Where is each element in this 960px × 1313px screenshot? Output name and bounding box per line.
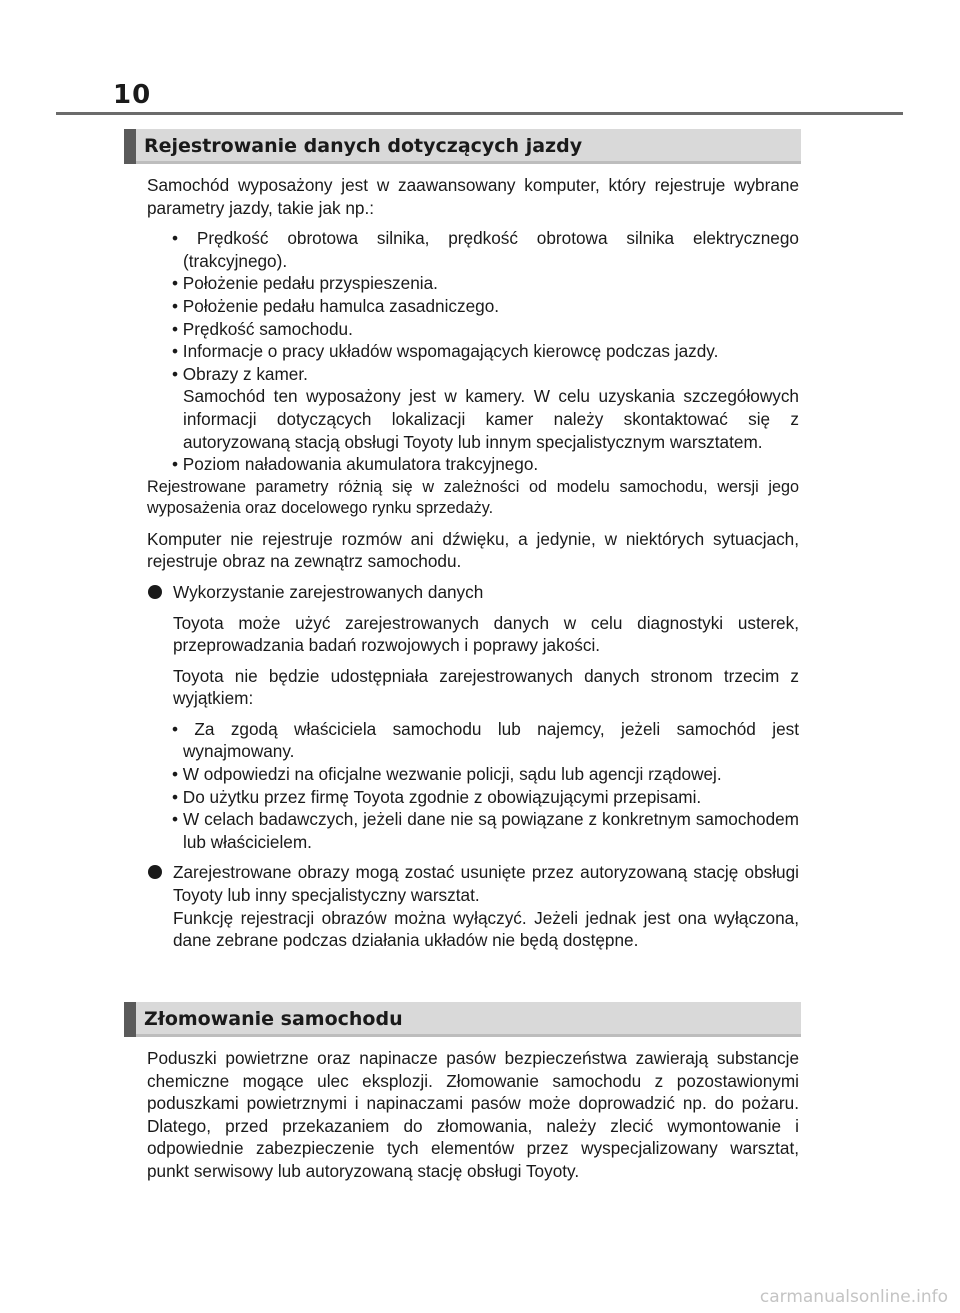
list-item: • Poziom naładowania akumulatora trakcyjnego.	[172, 454, 539, 475]
images-paragraph: Funkcję rejestracji obrazów można wyłączyć. Jeżeli jednak jest ona wyłączona, dane zebrane podczas działania układów nie będą dostępne.	[173, 907, 799, 951]
watermark: carmanualsonline.info	[759, 1287, 948, 1307]
camera-note: Samochód ten wyposażony jest w kamery. W celu uzyskania szczegółowych informacji dotyczących lokalizacji kamer należy skontaktować się z autoryzowaną stacją obsługi Toyoty lub innym specjalistycznym warsztatem.	[183, 386, 799, 452]
section-title: Złomowanie samochodu	[144, 1008, 403, 1030]
list-item: • Położenie pedału hamulca zasadniczego.	[172, 295, 500, 316]
page-number: 10	[113, 80, 152, 110]
images-label: Zarejestrowane obrazy mogą zostać usunięte przez autoryzowaną stację obsługi Toyoty lub inny specjalistyczny warsztat.	[173, 862, 799, 906]
list-item: • W odpowiedzi na oficjalne wezwanie policji, sądu lub agencji rządowej.	[172, 764, 722, 785]
bullet-dot-icon	[148, 585, 162, 599]
heading-shade	[136, 1034, 801, 1037]
list-item: • Położenie pedału przyspieszenia.	[172, 273, 438, 294]
section-heading-recording	[124, 129, 801, 164]
images-heading	[147, 861, 799, 906]
section-heading-scrapping	[124, 1002, 801, 1037]
list-item: • Obrazy z kamer.	[172, 363, 308, 384]
list-item: • Do użytku przez firmę Toyota zgodnie z obowiązującymi przepisami.	[172, 786, 702, 807]
list-item: • Prędkość obrotowa silnika, prędkość obrotowa silnika elektrycznego (trakcyjnego).	[172, 228, 799, 271]
heading-shade	[136, 161, 801, 164]
list-item: • Informacje o pracy układów wspomagających kierowcę podczas jazdy.	[172, 341, 719, 362]
recorded-params-list	[147, 227, 799, 476]
usage-heading	[147, 581, 799, 604]
usage-paragraph-1: Toyota może użyć zarejestrowanych danych w celu diagnostyki usterek, przeprowadzania badań rozwojowych i poprawy jakości.	[173, 612, 799, 656]
note-paragraph: Rejestrowane parametry różnią się w zależności od modelu samochodu, wersji jego wyposażenia oraz docelowego rynku sprzedaży.	[147, 477, 799, 518]
section-body-recording	[147, 174, 799, 960]
bullet-dot-icon	[148, 865, 162, 879]
section-title: Rejestrowanie danych dotyczących jazdy	[144, 135, 583, 157]
intro-paragraph: Samochód wyposażony jest w zaawansowany komputer, który rejestruje wybrane parametry jazdy, takie jak np.:	[147, 175, 799, 218]
list-item: • Prędkość samochodu.	[172, 318, 353, 339]
header-rule	[56, 112, 903, 115]
usage-paragraph-2: Toyota nie będzie udostępniała zarejestrowanych danych stronom trzecim z wyjątkiem:	[173, 665, 799, 709]
list-item: • W celach badawczych, jeżeli dane nie są powiązane z konkretnym samochodem lub właścicielem.	[172, 809, 799, 852]
scrapping-paragraph: Poduszki powietrzne oraz napinacze pasów bezpieczeństwa zawierają substancje chemiczne mogące ulec eksplozji. Złomowanie samochodu z pozostawionymi poduszkami powietrznymi i napinaczami pasów może doprowadzić np. do pożaru. Dlatego, przed przekazaniem do złomowania, należy zlecić wymontowanie i odpowiednie zabezpieczenie tych elementów przez wyspecjalizowany warsztat, punkt serwisowy lub autoryzowaną stację obsługi Toyoty.	[147, 1048, 799, 1181]
list-item: • Za zgodą właściciela samochodu lub najemcy, jeżeli samochód jest wynajmowany.	[172, 718, 799, 762]
audio-paragraph: Komputer nie rejestruje rozmów ani dźwięku, a jedynie, w niektórych sytuacjach, rejestruje obraz na zewnątrz samochodu.	[147, 528, 799, 572]
usage-label: Wykorzystanie zarejestrowanych danych	[173, 581, 484, 602]
section-body-scrapping	[147, 1047, 799, 1191]
exceptions-list	[147, 718, 799, 854]
